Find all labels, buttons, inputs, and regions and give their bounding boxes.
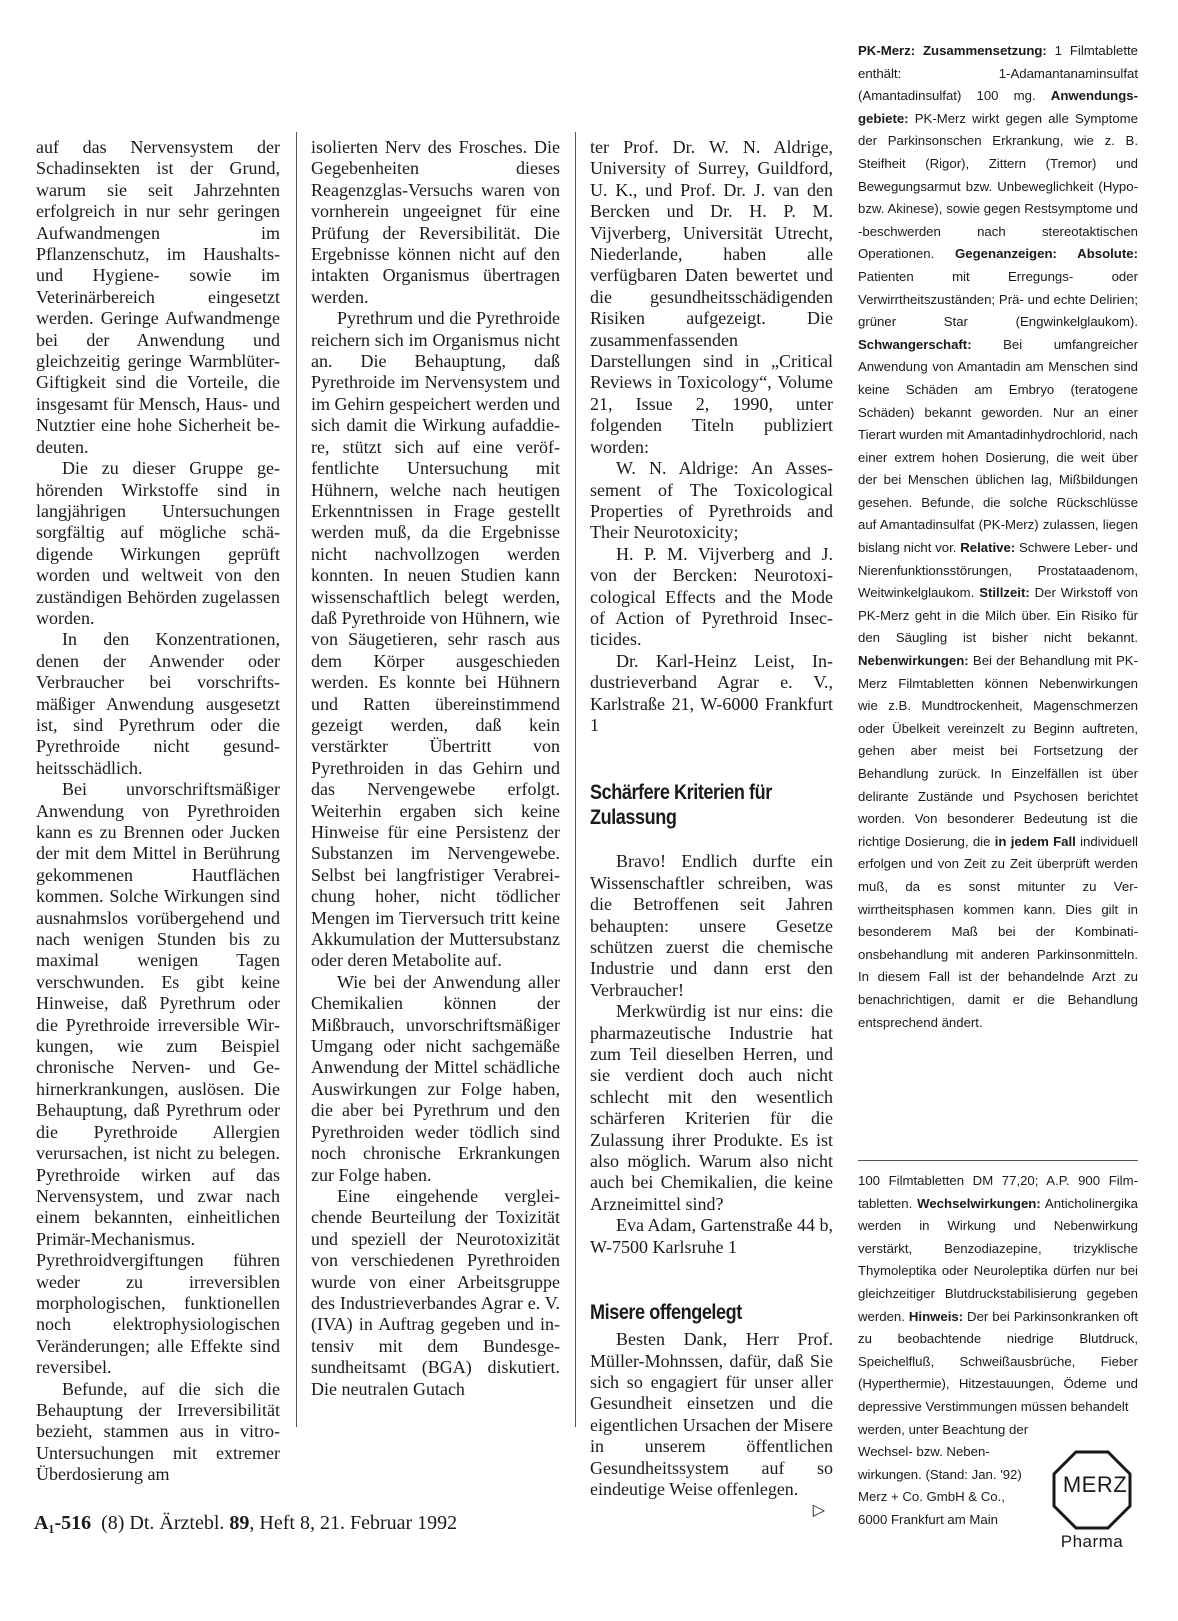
ad-bold: Nebenwirkungen:	[858, 653, 969, 669]
paragraph: isolierten Nerv des Frosches. Die Gegebenheiten dieses Reagenzglas-Versuchs waren von vornherein ungeeignet für eine Prüfung der Reversibilität. Die Ergebnisse können nicht auf den intakten Organismus übertragen werden.	[311, 137, 560, 307]
logo-subtitle: Pharma	[1060, 1532, 1124, 1551]
ad-bold: Wechselwirkungen:	[917, 1195, 1041, 1211]
ad-bold: Hinweis:	[908, 1308, 964, 1324]
company-address: 6000 Frankfurt am Main	[858, 1511, 998, 1527]
ad-bold: Stillzeit:	[979, 585, 1030, 601]
paragraph	[590, 1329, 833, 1520]
ad-text: Patienten mit Erregungs- oder Verwirrtheitszuständen; Prä- und echte Delirien; grüner Star (Engwinkelglaukom).	[858, 268, 1138, 330]
column-divider	[575, 132, 576, 1427]
article-column-1	[36, 137, 280, 1486]
paragraph: Wie bei der Anwendung aller Chemikalien können der Mißbrauch, unvorschriftsmäßiger Umgang oder nicht sachgemäße Anwendung der Mittel schädliche Auswirkungen zur Folge haben, die aber bei Pyrethrum und den Pyrethroiden weder tödlich sind noch chronische Erkrankungen zur Folge haben.	[311, 971, 560, 1185]
ad-bold: PK-Merz: Zusammensetzung:	[858, 43, 1047, 58]
page-number: A₁-516	[34, 1512, 92, 1534]
paragraph: In den Konzentrationen, denen der Anwender oder Verbraucher bei vorschriftsmäßiger Anwendung ausgesetzt ist, sind Pyrethrum oder die Pyrethroide nicht gesundheitsschädlich.	[36, 629, 280, 778]
ad-text: individuell erfolgen und von Zeit zu Zeit überprüft werden muß, da es sonst mitunter zu Verwirrtheitsphasen kommen kann. Dies gilt in besonderem Maß bei der Kombinationsbehandlung mit anderen Parkinsonmitteln. In diesem Fall ist der behandelnde Arzt zu benachrichtigen, damit er die Behandlung entsprechend ändert.	[858, 833, 1138, 1030]
paragraph: Die zu dieser Gruppe gehörenden Wirkstoffe sind in langjährigen Untersuchungen sorgfältig auf mögliche schädigende Wirkungen geprüft worden und weltweit von den zuständigen Behörden zugelassen worden.	[36, 458, 280, 628]
article-column-3	[590, 137, 833, 1522]
ad-bold: Schwangerschaft:	[858, 336, 972, 352]
column-divider	[296, 132, 297, 1427]
journal-date: , Heft 8, 21. Februar 1992	[249, 1512, 458, 1534]
ad-bold: Relative:	[960, 540, 1016, 556]
paragraph: Bei unvorschriftsmäßiger Anwendung von Pyrethroiden kann es zu Brennen oder Jucken der mit dem Mittel in Berührung gekommenen Hautflächen kommen. Solche Wirkungen sind ausnahmslos vorübergehend und nach wenigen Stunden bis zu maximal wenigen Tagen verschwunden. Es gibt keine Hinweise, daß Pyrethrum oder die Pyrethroide irreversible Wirkungen, wie zum Beispiel chronische Nerven- und Gehirnerkrankungen, auslösen. Die Behauptung, daß Pyrethrum oder die Pyrethroide Allergien verursachen, ist nicht zu belegen. Pyrethroide wirken auf das Nervensystem, und zwar nach einem bekannten, einheitlichen Primär-Mechanismus. Pyrethroidvergiftungen führen weder zu irreversiblen morphologischen, funktionellen noch elektrophysiologischen Veränderungen; alle Effekte sind reversibel.	[36, 779, 280, 1378]
paragraph-text: Besten Dank, Herr Prof. Müller-Mohnssen, dafür, daß Sie sich so engagiert für unser aller Gesundheit einsetzen und die eigentlichen Ursachen der Misere in unserem öffentlichen Gesundheitssystem auf so eindeutige Weise offenlegen.	[590, 1329, 833, 1499]
ad-block	[858, 1170, 1138, 1419]
letter-heading: Misere offengelegt	[590, 1301, 742, 1325]
paragraph: Pyrethrum und die Pyrethroide reichern sich im Organismus nicht an. Die Behauptung, daß Pyrethroide im Nervensystem und im Gehirn gespeichert werden und sich damit die Wirkung aufaddiere, stützt sich auf eine veröffentlichte Untersuchung mit Hühnern, welche nach heutigen Erkenntnissen in Frage gestellt werden muß, da die Ergebnisse nicht nachvollzogen werden konnten. In neuen Studien kann wissenschaftlich belegt werden, daß Pyrethroide von Hühnern, wie von Säugetieren, sehr rasch aus dem Körper ausgeschieden werden. Es konnte bei Hühnern und Ratten übereinstimmend gezeigt werden, daß kein verstärkter Übertritt von Pyrethroiden in das Gehirn und das Nervengewebe erfolgt. Weiterhin ergaben sich keine Hinweise für eine Persistenz der Substanzen im Nervengewebe. Selbst bei langfristiger Verabreichung hoher, nicht tödlicher Mengen im Tierversuch tritt keine Akkumulation der Muttersubstanz oder deren Metabolite auf.	[311, 308, 560, 971]
ad-bold: in jedem Fall	[994, 833, 1076, 849]
ad-bold: Gegenanzeigen: Absolute:	[955, 246, 1138, 262]
merz-logo	[1046, 1450, 1138, 1550]
company-name: Merz + Co. GmbH & Co.,	[858, 1489, 1005, 1505]
paragraph: ter Prof. Dr. W. N. Aldrige, University of Surrey, Guildford, U. K., und Prof. Dr. J. van den Bercken und Dr. H. P. M. Vijverberg, Universität Utrecht, Niederlande, haben alle verfügbaren Daten bewertet und die gesundheitsschädigenden Risiken aufgezeigt. Die zusammenfassenden Darstellungen sind in „Critical Reviews in Toxicology“, Volume 21, Issue 2, 1990, unter folgenden Titeln publiziert worden:	[590, 137, 833, 457]
paragraph: H. P. M. Vijverberg and J. von der Bercken: Neurotoxicological Effects and the Mode of Action of Pyrethroid Insecticides.	[590, 543, 833, 650]
ad-text: 100 Filmtabletten DM 77,20; A.P. 900 Filmtabletten.	[858, 1173, 1138, 1211]
article-column-2	[311, 137, 560, 1400]
letter-heading: Schärfere Kriterien für Zulassung	[590, 781, 772, 830]
ad-text: Der Wirkstoff von PK-Merz geht in die Milch über. Ein Risiko für den Säugling ist bisher nicht bekannt.	[858, 585, 1138, 646]
paragraph: Befunde, auf die sich die Behauptung der Irreversibilität bezieht, stammen aus in vitro-Untersuchungen mit extremer Überdosierung am	[36, 1378, 280, 1485]
ad-text: Der bei Parkinsonkranken oft zu beobachtende niedrige Blutdruck, Speichelfluß, Schweißausbrüche, Fieber (Hyperthermie), Hitzestauungen, Ödeme und depressive Verstimmungen müssen behandelt	[858, 1308, 1138, 1414]
ad-bold: Anwendungsgebiete:	[858, 88, 1138, 126]
ad-divider	[858, 1160, 1138, 1161]
signature: Eva Adam, Gartenstraße 44 b, W-7500 Karlsruhe 1	[590, 1215, 833, 1257]
ad-text: Bei der Behandlung mit PK-Merz Filmtabletten können Nebenwirkungen wie z.B. Mundtrockenheit, Magenschmerzen oder Übelkeit vereinzelt zu Beginn auftreten, gehen aber meist bei Fortsetzung der Behandlung zurück. In Einzelfällen ist über delirante Zustände und Psychosen berichtet worden. Von besonderer Bedeutung ist die richtige Dosierung, die	[858, 653, 1138, 849]
signature: Dr. Karl-Heinz Leist, Industrieverband Agrar e. V., Karlstraße 21, W-6000 Frankfurt 1	[590, 650, 833, 735]
continue-arrow-icon: ▷	[812, 1502, 825, 1520]
paragraph: auf das Nervensystem der Schadinsekten ist der Grund, warum sie seit Jahrzehnten erfolgreich in nur sehr geringen Aufwandmengen im Pflanzenschutz, im Haushalts- und Hygiene- sowie im Veterinärbereich eingesetzt werden. Geringe Aufwandmenge bei der Anwendung und gleichzeitig geringe Warmblüter-Giftigkeit sind die Vorteile, die insgesamt für Mensch, Haus- und Nutztier eine hohe Sicherheit bedeuten.	[36, 137, 280, 457]
ad-text: PK-Merz wirkt gegen alle Symptome der Parkinsonschen Erkrankung, wie z. B. Steifheit (Rigor), Zittern (Tremor) und Bewegungsarmut bzw. Unbeweglichkeit (Hypo- bzw. Akinese), sowie gegen Restsymptome und -beschwerden nach stereotaktischen Operationen.	[858, 110, 1138, 262]
ad-block: werden, unter Beachtung der Wechsel- bzw. Nebenwirkungen. (Stand: Jan. '92)	[858, 1421, 1029, 1482]
logo-name: MERZ	[1062, 1472, 1128, 1497]
paragraph: Bravo! Endlich durfte ein Wissenschaftler schreiben, was die Betroffenen seit Jahren behaupten: unsere Gesetze schützen zuerst die chemische Industrie und dann erst den Verbraucher!	[590, 851, 833, 1000]
journal-volume: 89	[229, 1512, 250, 1534]
page-footer	[34, 1512, 457, 1535]
drug-information-box	[858, 40, 1138, 1034]
ad-text: 1 Filmtablette enthält: 1-Adamantanaminsulfat (Amantadinsulfat) 100 mg.	[858, 43, 1138, 104]
paragraph: W. N. Aldrige: An Assessement of The Toxicological Properties of Pyrethroids and Their Neurotoxicity;	[590, 458, 833, 543]
ad-text: Schwere Leber- und Nierenfunktionsstörungen, Prostataadenom, Weitwinkelglaukom.	[858, 540, 1138, 601]
paragraph: Eine eingehende vergleichende Beurteilung der Toxizität und speziell der Neurotoxizität von verschiedenen Pyrethroiden wurde von einer Arbeitsgruppe des Industrieverbandes Agrar e. V. (IVA) in Auftrag gegeben und intensiv mit dem Bundesgesundheitsamt (BGA) diskutiert. Die neutralen Gutach	[311, 1185, 560, 1399]
ad-text: Anticholinergika werden in Wirkung und Nebenwirkung verstärkt, Benzodiazepine, trizyklische Thymoleptika oder Neuroleptika dürfen nur bei gleichzeitiger Blutdruckstabilisierung gegeben werden.	[858, 1195, 1138, 1324]
ad-text: Bei umfangreicher Anwendung von Amantadin am Menschen sind keine Schäden am Embryo (teratogene Schäden) bekannt geworden. Nur an einer Tierart wurden mit Amantadinhydrochlorid, nach einer extrem hohen Dosierung, die weit über der bei Menschen üblichen lag, Mißbildungen gesehen. Befunde, die solche Rückschlüsse auf Amantadinsulfat (PK-Merz) zulassen, liegen bislang nicht vor.	[858, 336, 1138, 556]
paragraph: Merkwürdig ist nur eins: die pharmazeutische Industrie hat zum Teil dieselben Herren, und sie verdient doch auch nicht schlecht mit den wesentlich schärferen Kriterien für die Zulassung ihrer Produkte. Es ist also möglich. Warum also nicht auch bei Chemikalien, die keine Arzneimittel sind?	[590, 1001, 833, 1214]
journal-issue: (8) Dt. Ärztebl.	[101, 1512, 230, 1534]
